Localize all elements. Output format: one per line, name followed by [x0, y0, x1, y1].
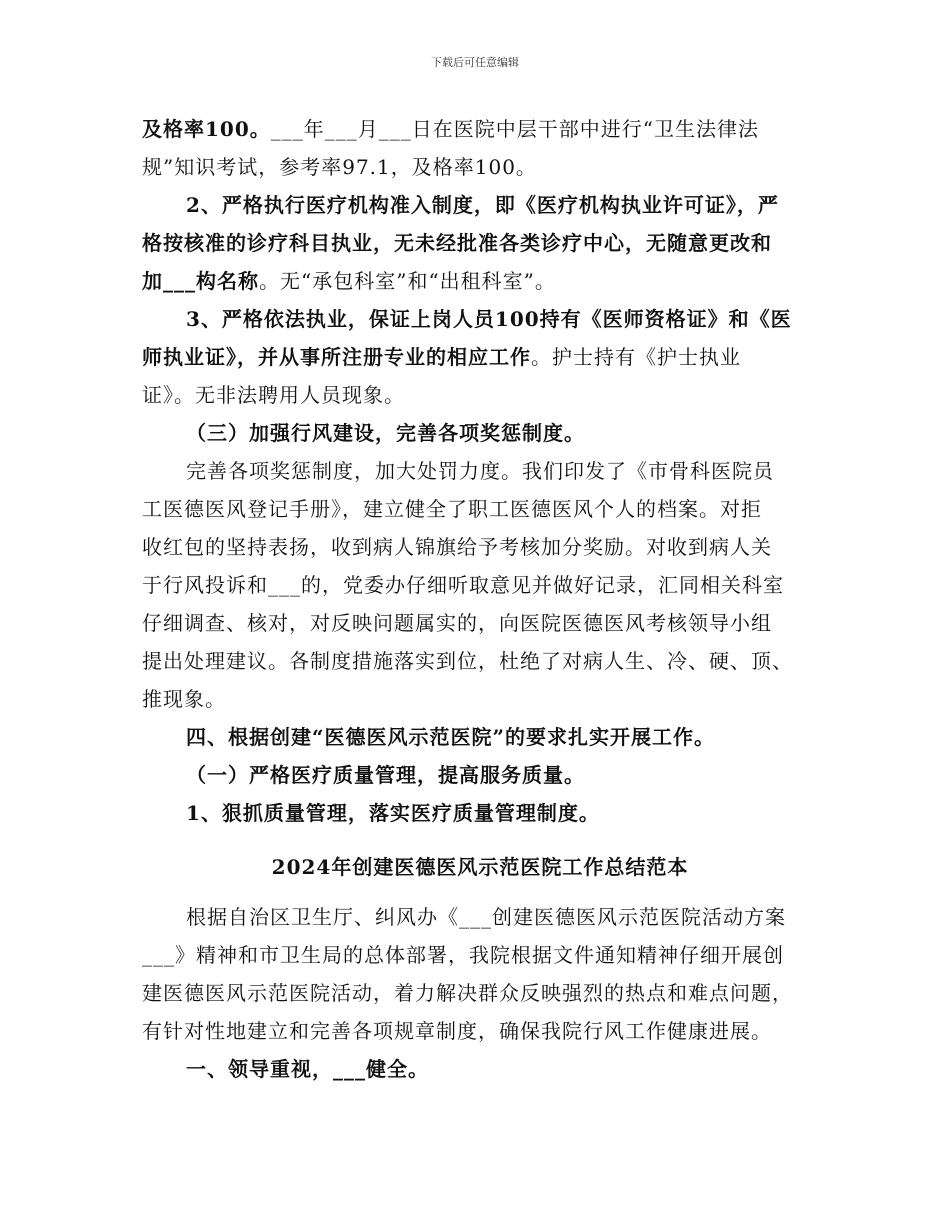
section-heading: （一）严格医疗质量管理，提高服务质量。 [186, 763, 585, 787]
paragraph-line: 根据自治区卫生厅、纠风办《___创建医德医风示范医院活动方案 [186, 905, 786, 929]
paragraph-line: 仔细调查、核对，对反映问题属实的，向医院医德医风考核领导小组 [142, 611, 772, 635]
page-header: 下载后可任意编辑 [431, 56, 519, 69]
section-heading: （三）加强行风建设，完善各项奖惩制度。 [186, 421, 585, 445]
paragraph-line: 规”知识考试，参考率97.1，及格率100。 [142, 155, 537, 179]
section-heading: 1、狠抓质量管理，落实医疗质量管理制度。 [186, 801, 600, 825]
section-heading: 一、领导重视，___健全。 [186, 1057, 429, 1081]
document-title: 2024年创建医德医风示范医院工作总结范本 [271, 855, 689, 879]
normal-text: ___年___月___日在医院中层干部中进行“卫生法律法 [270, 117, 759, 141]
normal-text: 。护士持有《护士执业 [531, 345, 741, 369]
paragraph-line: 3、严格依法执业，保证上岗人员100持有《医师资格证》和《医 [186, 307, 792, 331]
paragraph-line: 有针对性地建立和完善各项规章制度，确保我院行风工作健康进展。 [142, 1019, 772, 1043]
bold-text: 及格率100。 [142, 117, 271, 141]
paragraph-line [142, 262, 818, 300]
paragraph-line: 提出处理建议。各制度措施落实到位，杜绝了对病人生、冷、硬、顶、 [142, 649, 793, 673]
paragraph-line: 2、严格执行医疗机构准入制度，即《医疗机构执业许可证》，严 [186, 193, 779, 217]
paragraph-line: 完善各项奖惩制度，加大处罚力度。我们印发了《市骨科医院员 [186, 459, 774, 483]
paragraph-line [142, 110, 818, 148]
paragraph-line: 收红包的坚持表扬，收到病人锦旗给予考核加分奖励。对收到病人关 [142, 535, 772, 559]
paragraph-line: 推现象。 [142, 687, 226, 711]
paragraph-line: 格按核准的诊疗科目执业，无未经批准各类诊疗中心，无随意更改和 [142, 231, 772, 255]
document-body [142, 110, 818, 1088]
paragraph-line: ___》精神和市卫生局的总体部署，我院根据文件通知精神仔细开展创 [142, 943, 784, 967]
paragraph-line: 证》。无非法聘用人员现象。 [142, 383, 405, 407]
paragraph-line: 工医德医风登记手册》，建立健全了职工医德医风个人的档案。对拒 [142, 497, 762, 521]
paragraph-line [142, 338, 818, 376]
section-heading: 四、根据创建“医德医风示范医院”的要求扎实开展工作。 [186, 725, 716, 749]
paragraph-line: 建医德医风示范医院活动，着力解决群众反映强烈的热点和难点问题， [142, 981, 793, 1005]
bold-text: 师执业证》，并从事所注册专业的相应工作 [142, 345, 531, 369]
bold-text: 加___构名称 [142, 269, 259, 293]
paragraph-line: 于行风投诉和___的，党委办仔细听取意见并做好记录，汇同相关科室 [142, 573, 784, 597]
normal-text: 。无“承包科室”和“出租科室”。 [259, 269, 556, 293]
